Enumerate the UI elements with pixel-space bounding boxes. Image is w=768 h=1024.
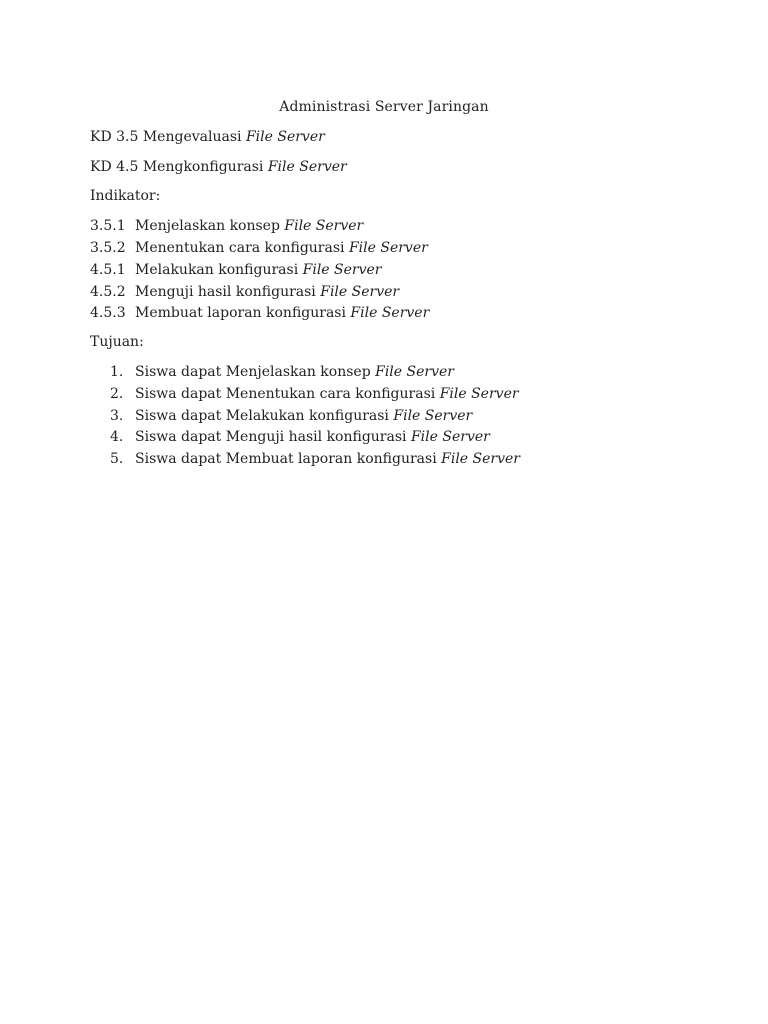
tujuan-emphasis: File Server [375, 364, 454, 380]
tujuan-item [110, 451, 520, 467]
tujuan-text: Siswa dapat Menjelaskan konsep [135, 364, 376, 380]
kd-text: KD 4.5 Mengkonfigurasi [90, 159, 268, 175]
tujuan-item [110, 429, 490, 445]
tujuan-emphasis: File Server [441, 451, 520, 467]
indikator-number: 3.5.2 [90, 240, 126, 256]
tujuan-text: Siswa dapat Menentukan cara konfigurasi [135, 386, 440, 402]
indikator-number: 3.5.1 [90, 218, 126, 234]
tujuan-number: 3. [110, 408, 124, 424]
tujuan-emphasis: File Server [439, 386, 519, 402]
document-title: Administrasi Server Jaringan [279, 99, 489, 115]
kd-line [90, 129, 325, 145]
indikator-text: Melakukan konfigurasi [135, 262, 303, 278]
indikator-emphasis: File Server [320, 284, 400, 300]
indikator-emphasis: File Server [302, 262, 382, 278]
tujuan-item [110, 386, 519, 402]
tujuan-heading: Tujuan: [90, 334, 144, 350]
indikator-text: Menguji hasil konfigurasi [135, 284, 321, 300]
tujuan-number: 2. [110, 386, 124, 402]
tujuan-item [110, 408, 472, 424]
tujuan-number: 5. [110, 451, 124, 467]
tujuan-emphasis: File Server [393, 408, 473, 424]
indikator-text: Menjelaskan konsep [135, 218, 285, 234]
indikator-text: Menentukan cara konfigurasi [135, 240, 349, 256]
tujuan-number: 4. [110, 429, 124, 445]
indikator-item [90, 262, 382, 278]
indikator-text: Membuat laporan konfigurasi [135, 305, 351, 321]
indikator-item [90, 305, 429, 321]
tujuan-number: 1. [110, 364, 124, 380]
indikator-heading: Indikator: [90, 188, 161, 204]
tujuan-text: Siswa dapat Membuat laporan konfigurasi [135, 451, 442, 467]
indikator-number: 4.5.3 [90, 305, 126, 321]
indikator-emphasis: File Server [348, 240, 428, 256]
tujuan-text: Siswa dapat Melakukan konfigurasi [135, 408, 394, 424]
indikator-number: 4.5.1 [90, 262, 126, 278]
kd-text: KD 3.5 Mengevaluasi [90, 129, 246, 145]
indikator-number: 4.5.2 [90, 284, 126, 300]
indikator-emphasis: File Server [350, 305, 430, 321]
indikator-item [90, 284, 399, 300]
kd-line [90, 159, 347, 175]
tujuan-emphasis: File Server [410, 429, 490, 445]
kd-emphasis: File Server [267, 159, 347, 175]
indikator-emphasis: File Server [284, 218, 364, 234]
tujuan-text: Siswa dapat Menguji hasil konfigurasi [135, 429, 411, 445]
indikator-item [90, 240, 428, 256]
kd-emphasis: File Server [245, 129, 325, 145]
tujuan-item [110, 364, 454, 380]
indikator-item [90, 218, 363, 234]
